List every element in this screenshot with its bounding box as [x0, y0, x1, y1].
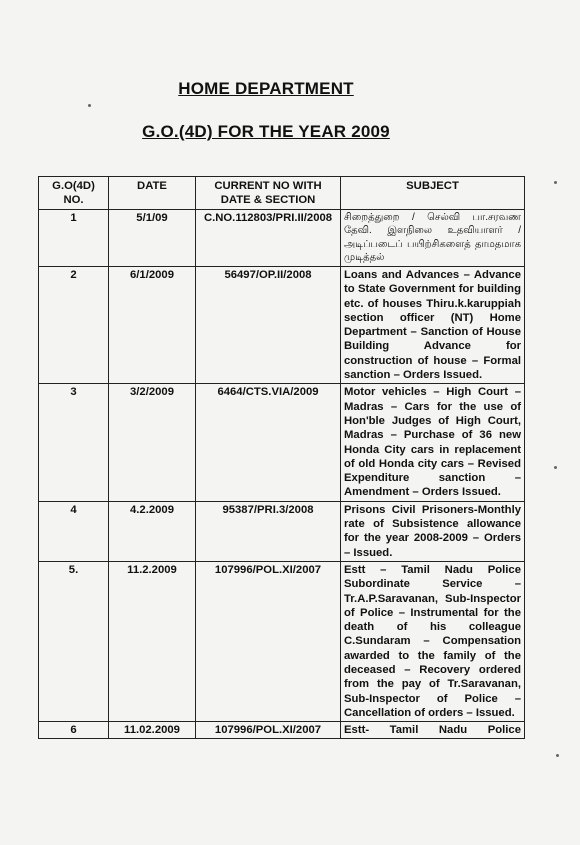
- subject-cell: Prisons Civil Prisoners-Monthly rate of Subsistence allowance for the year 2008-2009 – Orders – Issued.: [341, 501, 525, 561]
- current-no-cell: 107996/POL.XI/2007: [196, 561, 341, 721]
- go-number-cell: 3: [39, 384, 109, 501]
- subject-cell: Loans and Advances – Advance to State Government for building etc. of houses Thiru.k.karuppiah section officer (NT) Home Department – Sanction of House Building Advance for construction of house – Formal sanction – Orders Issued.: [341, 266, 525, 383]
- subject-cell: சிறைத்துறை / செல்வி பா.சரவண தேவி. இளநிலை உதவியாளர் / அடிப்படைப் பயிற்சிகளைத் தாமதமாக முடித்தல்: [341, 209, 525, 266]
- go-number-cell: 6: [39, 722, 109, 739]
- go-number-cell: 4: [39, 501, 109, 561]
- column-header-current-no: CURRENT NO WITH DATE & SECTION: [196, 177, 341, 210]
- table-header-row: [39, 177, 525, 210]
- date-cell: 5/1/09: [109, 209, 196, 266]
- table-row: [39, 501, 525, 561]
- go-title-heading: G.O.(4D) FOR THE YEAR 2009: [142, 122, 390, 141]
- go-number-cell: 2: [39, 266, 109, 383]
- scan-speck: [556, 754, 559, 757]
- go-number-cell: 1: [39, 209, 109, 266]
- department-heading: HOME DEPARTMENT: [178, 79, 354, 98]
- column-header-date: DATE: [109, 177, 196, 210]
- current-no-cell: 95387/PRI.3/2008: [196, 501, 341, 561]
- date-cell: 11.02.2009: [109, 722, 196, 739]
- current-no-cell: C.NO.112803/PRI.II/2008: [196, 209, 341, 266]
- table-row: [39, 209, 525, 266]
- date-cell: 11.2.2009: [109, 561, 196, 721]
- current-no-cell: 56497/OP.II/2008: [196, 266, 341, 383]
- scan-speck: [88, 104, 91, 107]
- table-row: [39, 384, 525, 501]
- subject-cell: Estt – Tamil Nadu Police Subordinate Service – Tr.A.P.Saravanan, Sub-Inspector of Police – Instrumental for the death of his colleague C.Sundaram – Compensation awarded to the family of the deceased – Recovery ordered from the pay of Tr.Saravanan, Sub-Inspector of Police – Cancellation of orders – Issued.: [341, 561, 525, 721]
- go-table: [38, 176, 525, 739]
- date-cell: 6/1/2009: [109, 266, 196, 383]
- table-row: [39, 561, 525, 721]
- go-number-cell: 5.: [39, 561, 109, 721]
- table-row: [39, 266, 525, 383]
- column-header-go-no: G.O(4D) NO.: [39, 177, 109, 210]
- current-no-cell: 6464/CTS.VIA/2009: [196, 384, 341, 501]
- column-header-subject: SUBJECT: [341, 177, 525, 210]
- scan-speck: [554, 181, 557, 184]
- current-no-cell: 107996/POL.XI/2007: [196, 722, 341, 739]
- date-cell: 3/2/2009: [109, 384, 196, 501]
- table-row: [39, 722, 525, 739]
- date-cell: 4.2.2009: [109, 501, 196, 561]
- subject-cell: Motor vehicles – High Court – Madras – Cars for the use of Hon'ble Judges of High Court, Madras – Purchase of 36 new Honda City cars in replacement of old Honda city cars – Revised Expenditure sanction – Amendment – Orders Issued.: [341, 384, 525, 501]
- scan-speck: [554, 466, 557, 469]
- subject-cell: Estt- Tamil Nadu Police: [341, 722, 525, 739]
